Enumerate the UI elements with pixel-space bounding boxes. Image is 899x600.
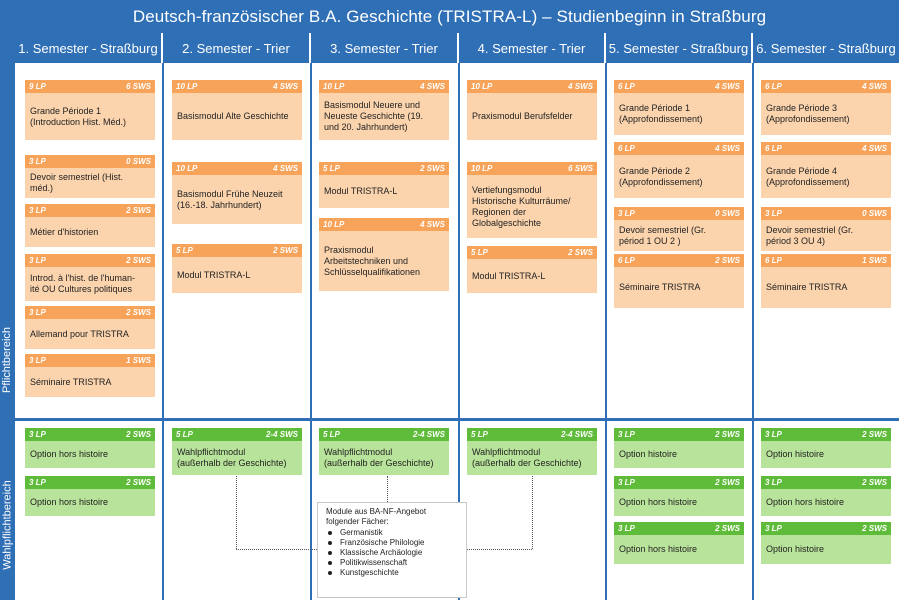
module-card-header bbox=[614, 254, 744, 267]
module-title: Praxismodul Arbeitstechniken und Schlüsselqualifikationen bbox=[319, 231, 449, 291]
module-card-basismodul-alte-geschichte bbox=[172, 80, 302, 140]
module-title: Grande Période 4 (Approfondissement) bbox=[761, 155, 891, 198]
module-card-grande-p-riode-4 bbox=[761, 142, 891, 198]
module-card-header bbox=[319, 162, 449, 175]
weekly-hours: 4 SWS bbox=[420, 82, 445, 91]
module-card-devoir-semestriel-hist bbox=[25, 155, 155, 198]
credit-points: 6 LP bbox=[765, 82, 782, 91]
column-divider bbox=[752, 63, 754, 600]
connector-left-h bbox=[236, 549, 317, 550]
module-card-header bbox=[319, 218, 449, 231]
credit-points: 3 LP bbox=[765, 430, 782, 439]
module-card-wahlpflichtmodul bbox=[172, 428, 302, 475]
credit-points: 10 LP bbox=[176, 164, 198, 173]
module-title: Option histoire bbox=[614, 441, 744, 468]
module-card-header bbox=[25, 204, 155, 217]
module-card-header bbox=[761, 254, 891, 267]
module-card-vertiefungsmodul bbox=[467, 162, 597, 238]
module-title: Métier d'historien bbox=[25, 217, 155, 247]
credit-points: 10 LP bbox=[176, 82, 198, 91]
module-card-option-histoire bbox=[761, 428, 891, 468]
side-label-pflichtbereich-text: Pflichtbereich bbox=[1, 326, 14, 394]
module-card-header bbox=[761, 207, 891, 220]
column-divider bbox=[162, 63, 164, 600]
credit-points: 3 LP bbox=[618, 209, 635, 218]
weekly-hours: 2-4 SWS bbox=[265, 430, 298, 439]
module-title: Modul TRISTRA-L bbox=[467, 259, 597, 293]
module-card-s-minaire-tristra bbox=[614, 254, 744, 308]
module-card-header bbox=[25, 306, 155, 319]
module-card-option-hors-histoire bbox=[614, 522, 744, 564]
module-title: Grande Période 3 (Approfondissement) bbox=[761, 93, 891, 135]
module-card-header bbox=[172, 428, 302, 441]
module-title: Option histoire bbox=[761, 441, 891, 468]
module-card-header bbox=[614, 207, 744, 220]
weekly-hours: 2 SWS bbox=[126, 430, 151, 439]
module-title: Praxismodul Berufsfelder bbox=[467, 93, 597, 140]
credit-points: 6 LP bbox=[765, 144, 782, 153]
module-card-modul-tristra-l bbox=[319, 162, 449, 208]
connector-left bbox=[236, 476, 237, 549]
module-card-header bbox=[614, 476, 744, 489]
page-title: Deutsch-französischer B.A. Geschichte (TRISTRA-L) – Studienbeginn in Straßburg bbox=[0, 0, 899, 33]
module-title: Vertiefungsmodul Historische Kulturräume/ Regionen der Globalgeschichte bbox=[467, 175, 597, 238]
module-card-devoir-semestriel-gr bbox=[614, 207, 744, 251]
column-divider bbox=[310, 63, 312, 600]
module-card-header bbox=[25, 155, 155, 168]
module-card-header bbox=[761, 522, 891, 535]
weekly-hours: 0 SWS bbox=[715, 209, 740, 218]
credit-points: 3 LP bbox=[29, 478, 46, 487]
module-title: Option hors histoire bbox=[614, 489, 744, 516]
credit-points: 5 LP bbox=[176, 246, 193, 255]
credit-points: 6 LP bbox=[618, 256, 635, 265]
connector-right-h bbox=[467, 549, 532, 550]
weekly-hours: 2-4 SWS bbox=[412, 430, 445, 439]
module-card-header bbox=[761, 428, 891, 441]
weekly-hours: 2-4 SWS bbox=[560, 430, 593, 439]
weekly-hours: 2 SWS bbox=[862, 478, 887, 487]
module-card-wahlpflichtmodul bbox=[467, 428, 597, 475]
weekly-hours: 4 SWS bbox=[862, 82, 887, 91]
module-note-item: Germanistik bbox=[326, 528, 458, 538]
module-card-modul-tristra-l bbox=[172, 244, 302, 293]
module-card-grande-p-riode-3 bbox=[761, 80, 891, 135]
weekly-hours: 2 SWS bbox=[126, 478, 151, 487]
module-card-grande-p-riode-1 bbox=[25, 80, 155, 140]
weekly-hours: 2 SWS bbox=[126, 256, 151, 265]
module-card-header bbox=[25, 254, 155, 267]
module-note-item: Kunstgeschichte bbox=[326, 568, 458, 578]
credit-points: 3 LP bbox=[765, 524, 782, 533]
module-card-option-hors-histoire bbox=[25, 476, 155, 516]
weekly-hours: 2 SWS bbox=[715, 430, 740, 439]
module-card-option-histoire bbox=[761, 522, 891, 564]
weekly-hours: 2 SWS bbox=[126, 308, 151, 317]
module-card-modul-tristra-l bbox=[467, 246, 597, 293]
weekly-hours: 4 SWS bbox=[273, 82, 298, 91]
weekly-hours: 2 SWS bbox=[568, 248, 593, 257]
module-note-intro: Module aus BA-NF-Angebot folgender Fächer: bbox=[326, 507, 427, 526]
module-card-introd-l-hist-de-l-human bbox=[25, 254, 155, 301]
module-card-grande-p-riode-1 bbox=[614, 80, 744, 135]
module-card-praxismodul-berufsfelder bbox=[467, 80, 597, 140]
module-card-header bbox=[761, 142, 891, 155]
side-label-wahlpflichtbereich bbox=[0, 450, 15, 600]
module-card-header bbox=[25, 428, 155, 441]
weekly-hours: 4 SWS bbox=[862, 144, 887, 153]
module-title: Grande Période 2 (Approfondissement) bbox=[614, 155, 744, 198]
weekly-hours: 4 SWS bbox=[715, 144, 740, 153]
module-title: Basismodul Alte Geschichte bbox=[172, 93, 302, 140]
module-title: Option hors histoire bbox=[614, 535, 744, 564]
credit-points: 6 LP bbox=[618, 144, 635, 153]
credit-points: 3 LP bbox=[29, 308, 46, 317]
module-card-header bbox=[761, 476, 891, 489]
credit-points: 5 LP bbox=[176, 430, 193, 439]
module-title: Grande Période 1 (Introduction Hist. Méd.) bbox=[25, 93, 155, 140]
module-title: Basismodul Neuere und Neueste Geschichte (19. und 20. Jahrhundert) bbox=[319, 93, 449, 140]
module-card-option-histoire bbox=[614, 428, 744, 468]
credit-points: 3 LP bbox=[765, 478, 782, 487]
module-card-header bbox=[467, 162, 597, 175]
semester-header-4: 4. Semester - Trier bbox=[459, 33, 604, 63]
weekly-hours: 2 SWS bbox=[273, 246, 298, 255]
weekly-hours: 1 SWS bbox=[126, 356, 151, 365]
module-card-option-hors-histoire bbox=[761, 476, 891, 516]
weekly-hours: 2 SWS bbox=[420, 164, 445, 173]
module-title: Option hors histoire bbox=[761, 489, 891, 516]
module-card-header bbox=[319, 80, 449, 93]
module-card-header bbox=[614, 428, 744, 441]
module-card-header bbox=[25, 476, 155, 489]
module-card-wahlpflichtmodul bbox=[319, 428, 449, 475]
module-title: Wahlpflichtmodul (außerhalb der Geschichte) bbox=[467, 441, 597, 475]
credit-points: 10 LP bbox=[471, 82, 493, 91]
weekly-hours: 0 SWS bbox=[862, 209, 887, 218]
credit-points: 5 LP bbox=[323, 164, 340, 173]
semester-header-3: 3. Semester - Trier bbox=[311, 33, 457, 63]
credit-points: 3 LP bbox=[29, 206, 46, 215]
module-title: Séminaire TRISTRA bbox=[761, 267, 891, 308]
weekly-hours: 6 SWS bbox=[126, 82, 151, 91]
credit-points: 3 LP bbox=[618, 430, 635, 439]
module-card-header bbox=[25, 80, 155, 93]
connector-mid bbox=[387, 476, 388, 502]
weekly-hours: 4 SWS bbox=[273, 164, 298, 173]
module-title: Modul TRISTRA-L bbox=[172, 257, 302, 293]
weekly-hours: 2 SWS bbox=[715, 256, 740, 265]
module-card-devoir-semestriel-gr bbox=[761, 207, 891, 251]
credit-points: 3 LP bbox=[29, 256, 46, 265]
weekly-hours: 2 SWS bbox=[715, 478, 740, 487]
module-title: Introd. à l'hist. de l'human- ité OU Cultures politiques bbox=[25, 267, 155, 301]
module-card-header bbox=[614, 142, 744, 155]
credit-points: 3 LP bbox=[618, 524, 635, 533]
weekly-hours: 2 SWS bbox=[862, 524, 887, 533]
credit-points: 10 LP bbox=[471, 164, 493, 173]
module-card-header bbox=[172, 162, 302, 175]
credit-points: 3 LP bbox=[29, 430, 46, 439]
module-card-grande-p-riode-2 bbox=[614, 142, 744, 198]
module-note-item: Französische Philologie bbox=[326, 538, 458, 548]
side-label-pflichtbereich bbox=[0, 300, 15, 420]
module-note-item: Politikwissenschaft bbox=[326, 558, 458, 568]
credit-points: 10 LP bbox=[323, 82, 345, 91]
module-card-s-minaire-tristra bbox=[25, 354, 155, 397]
weekly-hours: 0 SWS bbox=[126, 157, 151, 166]
credit-points: 5 LP bbox=[323, 430, 340, 439]
module-card-header bbox=[614, 522, 744, 535]
module-title: Basismodul Frühe Neuzeit (16.-18. Jahrhundert) bbox=[172, 175, 302, 224]
module-title: Modul TRISTRA-L bbox=[319, 175, 449, 208]
module-note bbox=[317, 502, 467, 598]
weekly-hours: 4 SWS bbox=[420, 220, 445, 229]
weekly-hours: 4 SWS bbox=[568, 82, 593, 91]
module-card-basismodul-fr-he-neuzeit bbox=[172, 162, 302, 224]
module-title: Grande Période 1 (Approfondissement) bbox=[614, 93, 744, 135]
module-card-option-hors-histoire bbox=[25, 428, 155, 468]
module-card-m-tier-d-historien bbox=[25, 204, 155, 247]
credit-points: 10 LP bbox=[323, 220, 345, 229]
module-card-allemand-pour-tristra bbox=[25, 306, 155, 349]
module-title: Wahlpflichtmodul (außerhalb der Geschichte) bbox=[172, 441, 302, 475]
module-card-header bbox=[172, 244, 302, 257]
credit-points: 5 LP bbox=[471, 248, 488, 257]
credit-points: 6 LP bbox=[765, 256, 782, 265]
weekly-hours: 1 SWS bbox=[862, 256, 887, 265]
module-card-option-hors-histoire bbox=[614, 476, 744, 516]
connector-right bbox=[532, 476, 533, 549]
module-card-basismodul-neuere-und bbox=[319, 80, 449, 140]
side-label-wahlpflichtbereich-text: Wahlpflichtbereich bbox=[1, 480, 14, 570]
credit-points: 3 LP bbox=[618, 478, 635, 487]
weekly-hours: 6 SWS bbox=[568, 164, 593, 173]
module-title: Séminaire TRISTRA bbox=[614, 267, 744, 308]
module-card-praxismodul bbox=[319, 218, 449, 291]
credit-points: 6 LP bbox=[618, 82, 635, 91]
module-title: Option histoire bbox=[761, 535, 891, 564]
module-title: Devoir semestriel (Hist. méd.) bbox=[25, 168, 155, 198]
module-title: Devoir semestriel (Gr. périod 1 OU 2 ) bbox=[614, 220, 744, 251]
module-title: Séminaire TRISTRA bbox=[25, 367, 155, 397]
module-card-s-minaire-tristra bbox=[761, 254, 891, 308]
module-title: Wahlpflichtmodul (außerhalb der Geschichte) bbox=[319, 441, 449, 475]
module-card-header bbox=[467, 246, 597, 259]
module-card-header bbox=[467, 80, 597, 93]
section-divider bbox=[15, 418, 899, 421]
column-divider bbox=[605, 63, 607, 600]
credit-points: 9 LP bbox=[29, 82, 46, 91]
module-title: Allemand pour TRISTRA bbox=[25, 319, 155, 349]
credit-points: 3 LP bbox=[29, 356, 46, 365]
module-card-header bbox=[172, 80, 302, 93]
credit-points: 3 LP bbox=[765, 209, 782, 218]
module-title: Devoir semestriel (Gr. périod 3 OU 4) bbox=[761, 220, 891, 251]
module-card-header bbox=[614, 80, 744, 93]
semester-header-2: 2. Semester - Trier bbox=[163, 33, 309, 63]
module-card-header bbox=[761, 80, 891, 93]
weekly-hours: 2 SWS bbox=[126, 206, 151, 215]
weekly-hours: 4 SWS bbox=[715, 82, 740, 91]
weekly-hours: 2 SWS bbox=[715, 524, 740, 533]
module-card-header bbox=[319, 428, 449, 441]
module-card-header bbox=[25, 354, 155, 367]
module-card-header bbox=[467, 428, 597, 441]
module-note-item: Klassische Archäologie bbox=[326, 548, 458, 558]
weekly-hours: 2 SWS bbox=[862, 430, 887, 439]
credit-points: 3 LP bbox=[29, 157, 46, 166]
credit-points: 5 LP bbox=[471, 430, 488, 439]
semester-header-1: 1. Semester - Straßburg bbox=[15, 33, 161, 63]
semester-header-5: 5. Semester - Straßburg bbox=[606, 33, 751, 63]
module-title: Option hors histoire bbox=[25, 441, 155, 468]
semester-header-6: 6. Semester - Straßburg bbox=[753, 33, 899, 63]
module-note-list bbox=[326, 528, 458, 578]
module-title: Option hors histoire bbox=[25, 489, 155, 516]
